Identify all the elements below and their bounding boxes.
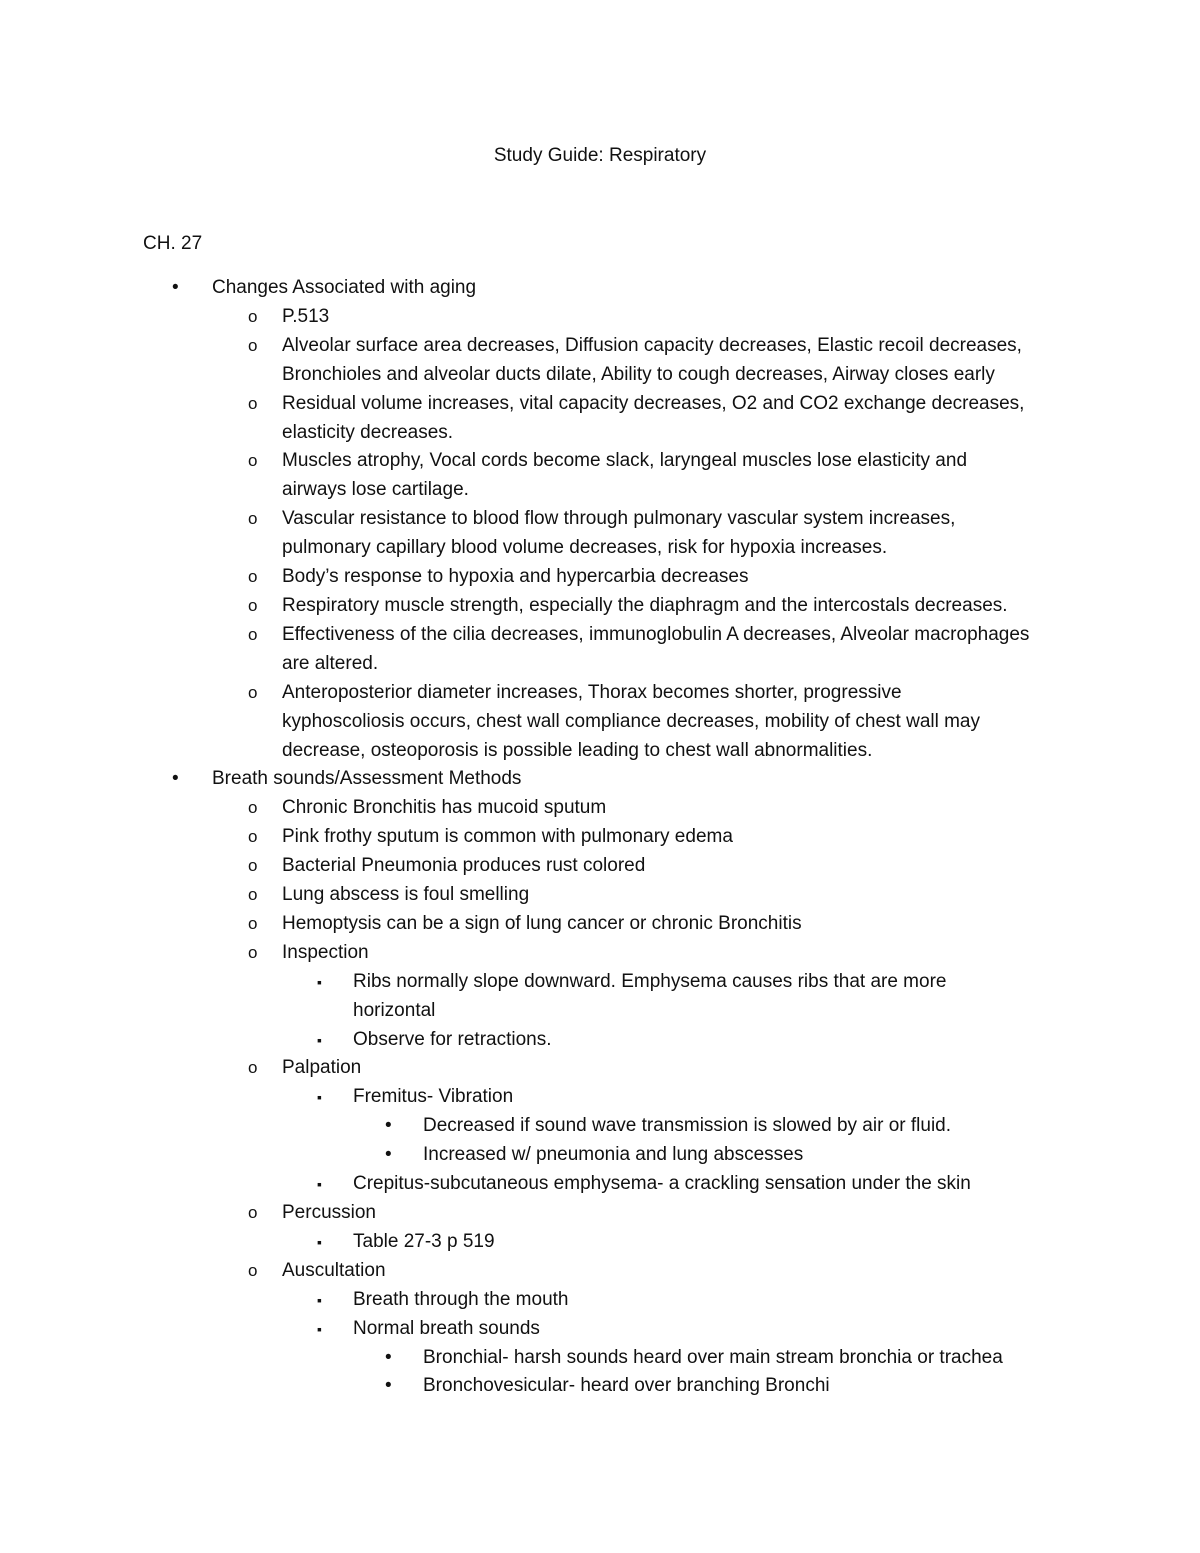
list-item — [0, 1026, 1200, 1055]
chapter-heading: CH. 27 — [143, 233, 203, 254]
bullet-marker: o — [248, 856, 258, 876]
list-item — [0, 939, 1200, 968]
list-item-text: Bronchial- harsh sounds heard over main stream bronchia or trachea — [423, 1346, 1003, 1368]
list-item — [0, 823, 1200, 852]
list-item-text: Vascular resistance to blood flow through pulmonary vascular system increases, — [282, 508, 956, 530]
bullet-marker: o — [248, 567, 258, 587]
list-item — [0, 1112, 1200, 1141]
bullet-marker: o — [248, 885, 258, 905]
list-item-text: Breath through the mouth — [353, 1288, 569, 1310]
list-item-text: Table 27-3 p 519 — [353, 1230, 495, 1252]
bullet-marker: ▪ — [317, 1233, 322, 1250]
list-item — [0, 1170, 1200, 1199]
list-item-text: airways lose cartilage. — [282, 479, 469, 501]
list-item — [0, 1286, 1200, 1315]
list-item-text: Breath sounds/Assessment Methods — [212, 768, 522, 790]
list-item-text: Bronchovesicular- heard over branching Bronchi — [423, 1375, 830, 1397]
bullet-marker: • — [172, 768, 179, 790]
bullet-marker: ▪ — [317, 1176, 322, 1193]
list-item — [0, 621, 1200, 679]
list-item — [0, 852, 1200, 881]
bullet-marker: o — [248, 682, 258, 702]
bullet-marker: • — [385, 1115, 392, 1137]
list-item — [0, 679, 1200, 766]
bullet-marker: o — [248, 827, 258, 847]
list-item — [0, 447, 1200, 505]
list-item-text: Inspection — [282, 941, 369, 963]
list-item — [0, 592, 1200, 621]
list-item-text: Anteroposterior diameter increases, Thorax becomes shorter, progressive — [282, 681, 902, 703]
list-item-text: Bacterial Pneumonia produces rust colored — [282, 855, 646, 877]
bullet-marker: ▪ — [317, 1089, 322, 1106]
bullet-marker: o — [248, 595, 258, 615]
bullet-marker: o — [248, 509, 258, 529]
document-title: Study Guide: Respiratory — [493, 145, 707, 166]
list-item-text: Increased w/ pneumonia and lung abscesses — [423, 1144, 804, 1166]
list-item-text: horizontal — [353, 999, 436, 1021]
list-item-text: Decreased if sound wave transmission is slowed by air or fluid. — [423, 1115, 952, 1137]
list-item-text: elasticity decreases. — [282, 421, 454, 443]
list-item — [0, 1344, 1200, 1373]
bullet-marker: • — [172, 277, 179, 298]
bullet-marker: o — [248, 913, 258, 933]
bullet-marker: o — [248, 335, 258, 355]
list-item — [0, 1228, 1200, 1257]
list-item — [0, 765, 1200, 794]
list-item — [0, 968, 1200, 1026]
list-item — [0, 1372, 1200, 1401]
bullet-marker: o — [248, 1058, 258, 1078]
list-item — [0, 390, 1200, 448]
list-item — [0, 274, 1200, 303]
bullet-marker: o — [248, 942, 258, 962]
list-item-text: Muscles atrophy, Vocal cords become slack, laryngeal muscles lose elasticity and — [282, 450, 968, 472]
list-item-text: Hemoptysis can be a sign of lung cancer or chronic Bronchitis — [282, 912, 802, 934]
list-item — [0, 1054, 1200, 1083]
bullet-marker: o — [248, 624, 258, 644]
list-item-text: Residual volume increases, vital capacity decreases, O2 and CO2 exchange decreases, — [282, 392, 1025, 414]
bullet-marker: o — [248, 798, 258, 818]
list-item-text: Normal breath sounds — [353, 1317, 540, 1339]
bullet-marker: • — [385, 1144, 392, 1166]
bullet-marker: ▪ — [317, 1291, 322, 1308]
bullet-marker: • — [385, 1375, 392, 1397]
list-item-text: Bronchioles and alveolar ducts dilate, Ability to cough decreases, Airway closes early — [282, 363, 995, 385]
list-item-text: kyphoscoliosis occurs, chest wall compliance decreases, mobility of chest wall may — [282, 710, 980, 732]
list-item-text: decrease, osteoporosis is possible leading to chest wall abnormalities. — [282, 739, 873, 761]
list-item-text: are altered. — [282, 652, 379, 674]
bullet-marker: o — [248, 1260, 258, 1280]
list-item-text: Observe for retractions. — [353, 1028, 552, 1050]
list-item-text: P.513 — [282, 305, 330, 327]
list-item — [0, 794, 1200, 823]
list-item — [0, 563, 1200, 592]
list-item-text: Auscultation — [282, 1259, 386, 1281]
bullet-marker: o — [248, 306, 258, 326]
outline-list — [0, 274, 1200, 1401]
list-item-text: pulmonary capillary blood volume decreases, risk for hypoxia increases. — [282, 537, 888, 559]
bullet-marker: ▪ — [317, 973, 322, 990]
list-item — [0, 910, 1200, 939]
list-item-text: Chronic Bronchitis has mucoid sputum — [282, 797, 607, 819]
bullet-marker: o — [248, 451, 258, 471]
list-item — [0, 332, 1200, 390]
list-item-text: Palpation — [282, 1057, 362, 1079]
list-item — [0, 881, 1200, 910]
list-item — [0, 1315, 1200, 1344]
bullet-marker: ▪ — [317, 1320, 322, 1337]
list-item — [0, 1199, 1200, 1228]
bullet-marker: ▪ — [317, 1031, 322, 1048]
list-item — [0, 1141, 1200, 1170]
list-item-text: Percussion — [282, 1202, 376, 1223]
list-item-text: Pink frothy sputum is common with pulmonary edema — [282, 826, 733, 848]
list-item-text: Lung abscess is foul smelling — [282, 884, 530, 906]
list-item-text: Effectiveness of the cilia decreases, immunoglobulin A decreases, Alveolar macrophages — [282, 623, 1030, 645]
list-item — [0, 303, 1200, 332]
list-item-text: Changes Associated with aging — [212, 277, 477, 298]
list-item-text: Alveolar surface area decreases, Diffusion capacity decreases, Elastic recoil decreases, — [282, 334, 1022, 356]
list-item — [0, 1083, 1200, 1112]
list-item — [0, 1257, 1200, 1286]
list-item-text: Crepitus-subcutaneous emphysema- a crackling sensation under the skin — [353, 1173, 971, 1195]
list-item-text: Ribs normally slope downward. Emphysema causes ribs that are more — [353, 970, 947, 992]
list-item-text: Body’s response to hypoxia and hypercarbia decreases — [282, 566, 749, 588]
list-item-text: Respiratory muscle strength, especially the diaphragm and the intercostals decreases. — [282, 594, 1008, 616]
bullet-marker: o — [248, 1203, 258, 1222]
bullet-marker: o — [248, 393, 258, 413]
list-item — [0, 505, 1200, 563]
list-item-text: Fremitus- Vibration — [353, 1086, 514, 1108]
bullet-marker: • — [385, 1346, 392, 1368]
